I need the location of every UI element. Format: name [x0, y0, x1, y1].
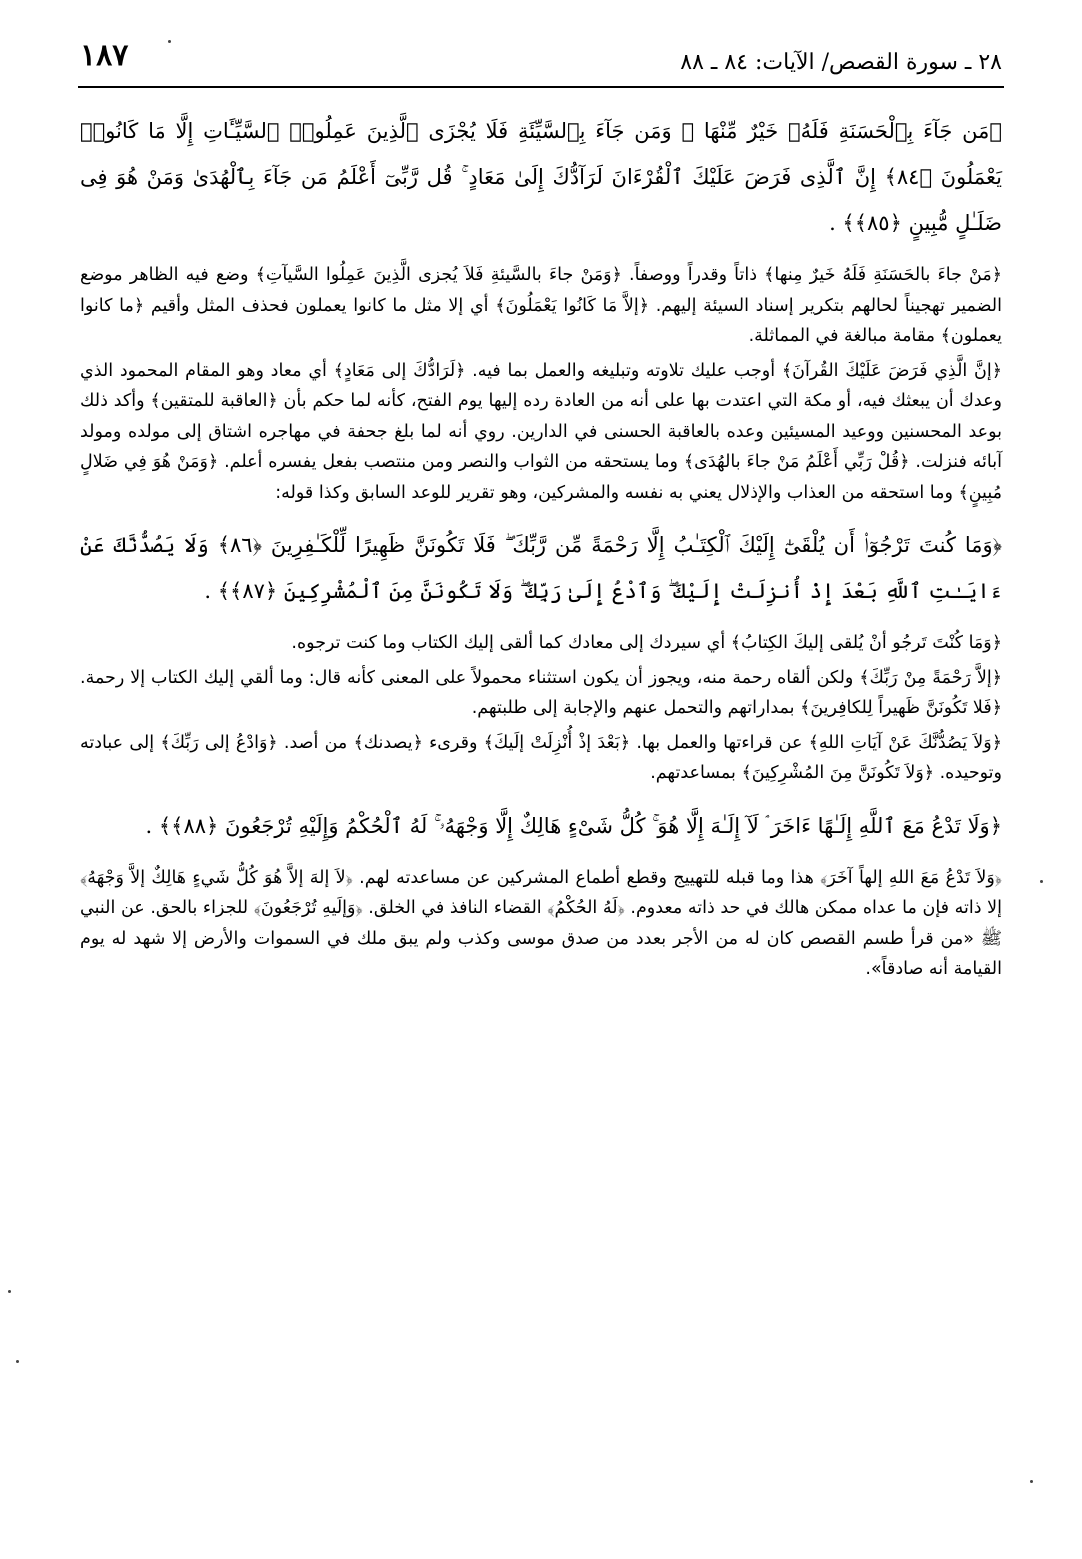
quran-verse-86-87: ﴿وَمَا كُنتَ تَرْجُوٓا۟ أَن يُلْقَىٰٓ إِلَيْكَ ٱلْكِتَـٰبُ إِلَّا رَحْمَةً مِّن رَّبِّكَ ۖ فَلَا تَكُونَنَّ ظَهِيرًا لِّلْكَـٰفِرِينَ ﴿٨٦﴾ وَلَا يَصُدُّنَّكَ عَنْ ءَايَـٰتِ ٱللَّهِ بَعْدَ إِذْ أُنزِلَتْ إِلَيْكَ ۖ وَٱدْعُ إِلَىٰ رَبِّكَ ۖ وَلَا تَكُونَنَّ مِنَ ٱلْمُشْرِكِينَ ﴿٨٧﴾﴾ . — [80, 533, 1002, 603]
quran-verse-84-85: ﴿مَن جَآءَ بِٱلْحَسَنَةِ فَلَهُۥ خَيْرٌ مِّنْهَا ۖ وَمَن جَآءَ بِٱلسَّيِّئَةِ فَلَا يُجْزَى ٱلَّذِينَ عَمِلُوا۟ ٱلسَّيِّـَٔاتِ إِلَّا مَا كَانُوا۟ يَعْمَلُونَ ﴿٨٤﴾ إِنَّ ٱلَّذِى فَرَضَ عَلَيْكَ ٱلْقُرْءَانَ لَرَآدُّكَ إِلَىٰ مَعَادٍ ۚ قُل رَّبِّىٓ أَعْلَمُ مَن جَآءَ بِٱلْهُدَىٰ وَمَنْ هُوَ فِى ضَلَـٰلٍ مُّبِينٍ ﴿٨٥﴾﴾ . — [80, 119, 1002, 235]
scan-speck — [8, 1290, 11, 1293]
commentary-paragraph: ﴿إلاَّ رَحْمَةً مِنْ رَبِّكَ﴾ ولكن ألقاه رحمة منه، ويجوز أن يكون استثناء محمولاً على المعنى كأنه قال: وما ألقي إليك الكتاب إلا رحمة. ﴿فَلا تَكُونَنَّ ظَهيراً لِلكافِرينَ﴾ بمداراتهم والتحمل عنهم والإجابة إلى طلبتهم. — [80, 667, 1002, 718]
commentary-paragraph: ﴿وَمَا كُنْتَ تَرجُو أنْ يُلقى إليكَ الكِتابُ﴾ أي سيردك إلى معادك كما ألقى إليك الكتاب وما كنت ترجوه. — [291, 633, 1002, 653]
page-header — [80, 30, 1002, 90]
quran-verse-88: ﴿وَلَا تَدْعُ مَعَ ٱللَّهِ إِلَـٰهًا ءَاخَرَ ۘ لَآ إِلَـٰهَ إِلَّا هُوَ ۚ كُلُّ شَىْءٍ هَالِكٌ إِلَّا وَجْهَهُۥ ۚ لَهُ ٱلْحُكْمُ وَإِلَيْهِ تُرْجَعُونَ ﴿٨٨﴾﴾ . — [145, 813, 1002, 838]
scan-speck — [1040, 880, 1043, 883]
scan-speck — [168, 40, 171, 43]
scan-speck — [1030, 1480, 1033, 1483]
header-rule — [78, 86, 1004, 88]
running-title: ٢٨ ـ سورة القصص/ الآيات: ٨٤ ـ ٨٨ — [680, 50, 1002, 75]
commentary-paragraph: ﴿وَلاَ تَدْعُ مَعَ اللهِ إلهاً آخَرَ﴾ هذا وما قبله للتهييج وقطع أطماع المشركين عن مساعدته لهم. ﴿لاَ إلهَ إلاَّ هُوَ كُلُّ شَيءٍ هَالِكٌ إلاَّ وَجْهَهُ﴾ إلا ذاته فإن ما عداه ممكن هالك في حد ذاته معدوم. ﴿لَهُ الحُكْمُ﴾ القضاء النافذ في الخلق. ﴿وَإلَيهِ تُرْجَعُونَ﴾ للجزاء بالحق. عن النبي ﷺ «من قرأ طسم القصص كان له من الأجر بعدد من صدق موسى وكذب ولم يبق ملك في السموات والأرض إلا شهد له يوم القيامة أنه صادقاً». — [80, 867, 1002, 979]
page-body — [80, 108, 1002, 989]
commentary-paragraph: ﴿إنَّ الَّذِي فَرَضَ عَلَيْكَ القُرآنَ﴾ أوجب عليك تلاوته وتبليغه والعمل بما فيه. ﴿لَرَادُّكَ إلى مَعَادٍ﴾ أي معاد وهو المقام المحمود الذي وعدك أن يبعثك فيه، أو مكة التي اعتدت بها على أنه من العادة رده إليها يوم الفتح، كأنه لما حكم بأن ﴿العاقبة للمتقين﴾ وأكد ذلك بوعد المحسنين ووعيد المسيئين وعده بالعاقبة الحسنى في الدارين. روي أنه لما بلغ جحفة في مهاجره اشتاق إلى مولده ومولد آبائه فنزلت. ﴿قُلْ رَبِّي أَعْلَمُ مَنْ جاءَ بالهُدَى﴾ وما يستحقه من الثواب والنصر ومن منتصب بفعل يفسره أعلم. ﴿وَمَنْ هُوَ فِي ضَلالٍ مُبِينٍ﴾ وما استحقه من العذاب والإذلال يعني به نفسه والمشركين، وهو تقرير للوعد السابق وكذا قوله: — [80, 360, 1002, 503]
page-number: ١٨٧ — [80, 38, 129, 73]
commentary-paragraph: ﴿مَنْ جاءَ بالحَسَنَةِ فَلَهُ خَيرٌ مِنها﴾ ذاتاً وقدراً ووصفاً. ﴿وَمَنْ جاءَ بالسَّيئةِ فَلاَ يُجزى الَّذِينَ عَمِلُوا السَّيآتِ﴾ وضع فيه الظاهر موضع الضمير تهجيناً لحالهم بتكرير إسناد السيئة إليهم. ﴿إلاَّ مَا كَانُوا يَعْمَلُونَ﴾ أي إلا مثل ما كانوا يعملون فحذف المثل وأقيم ﴿ما كانوا يعملون﴾ مقامة مبالغة في المماثلة. — [80, 265, 1002, 346]
scan-speck — [16, 1360, 19, 1363]
commentary-paragraph: ﴿وَلاَ يَصُدُّنَّكَ عَنْ آيَاتِ اللهِ﴾ عن قراءتها والعمل بها. ﴿بَعْدَ إذْ أُنْزِلَتْ إلَيكَ﴾ وقرىء ﴿يصدنك﴾ من أصد. ﴿وَادْعُ إلى رَبِّكَ﴾ إلى عبادته وتوحيده. ﴿وَلاَ تَكُونَنَّ مِنَ المُشْرِكِينَ﴾ بمساعدتهم. — [80, 732, 1002, 783]
